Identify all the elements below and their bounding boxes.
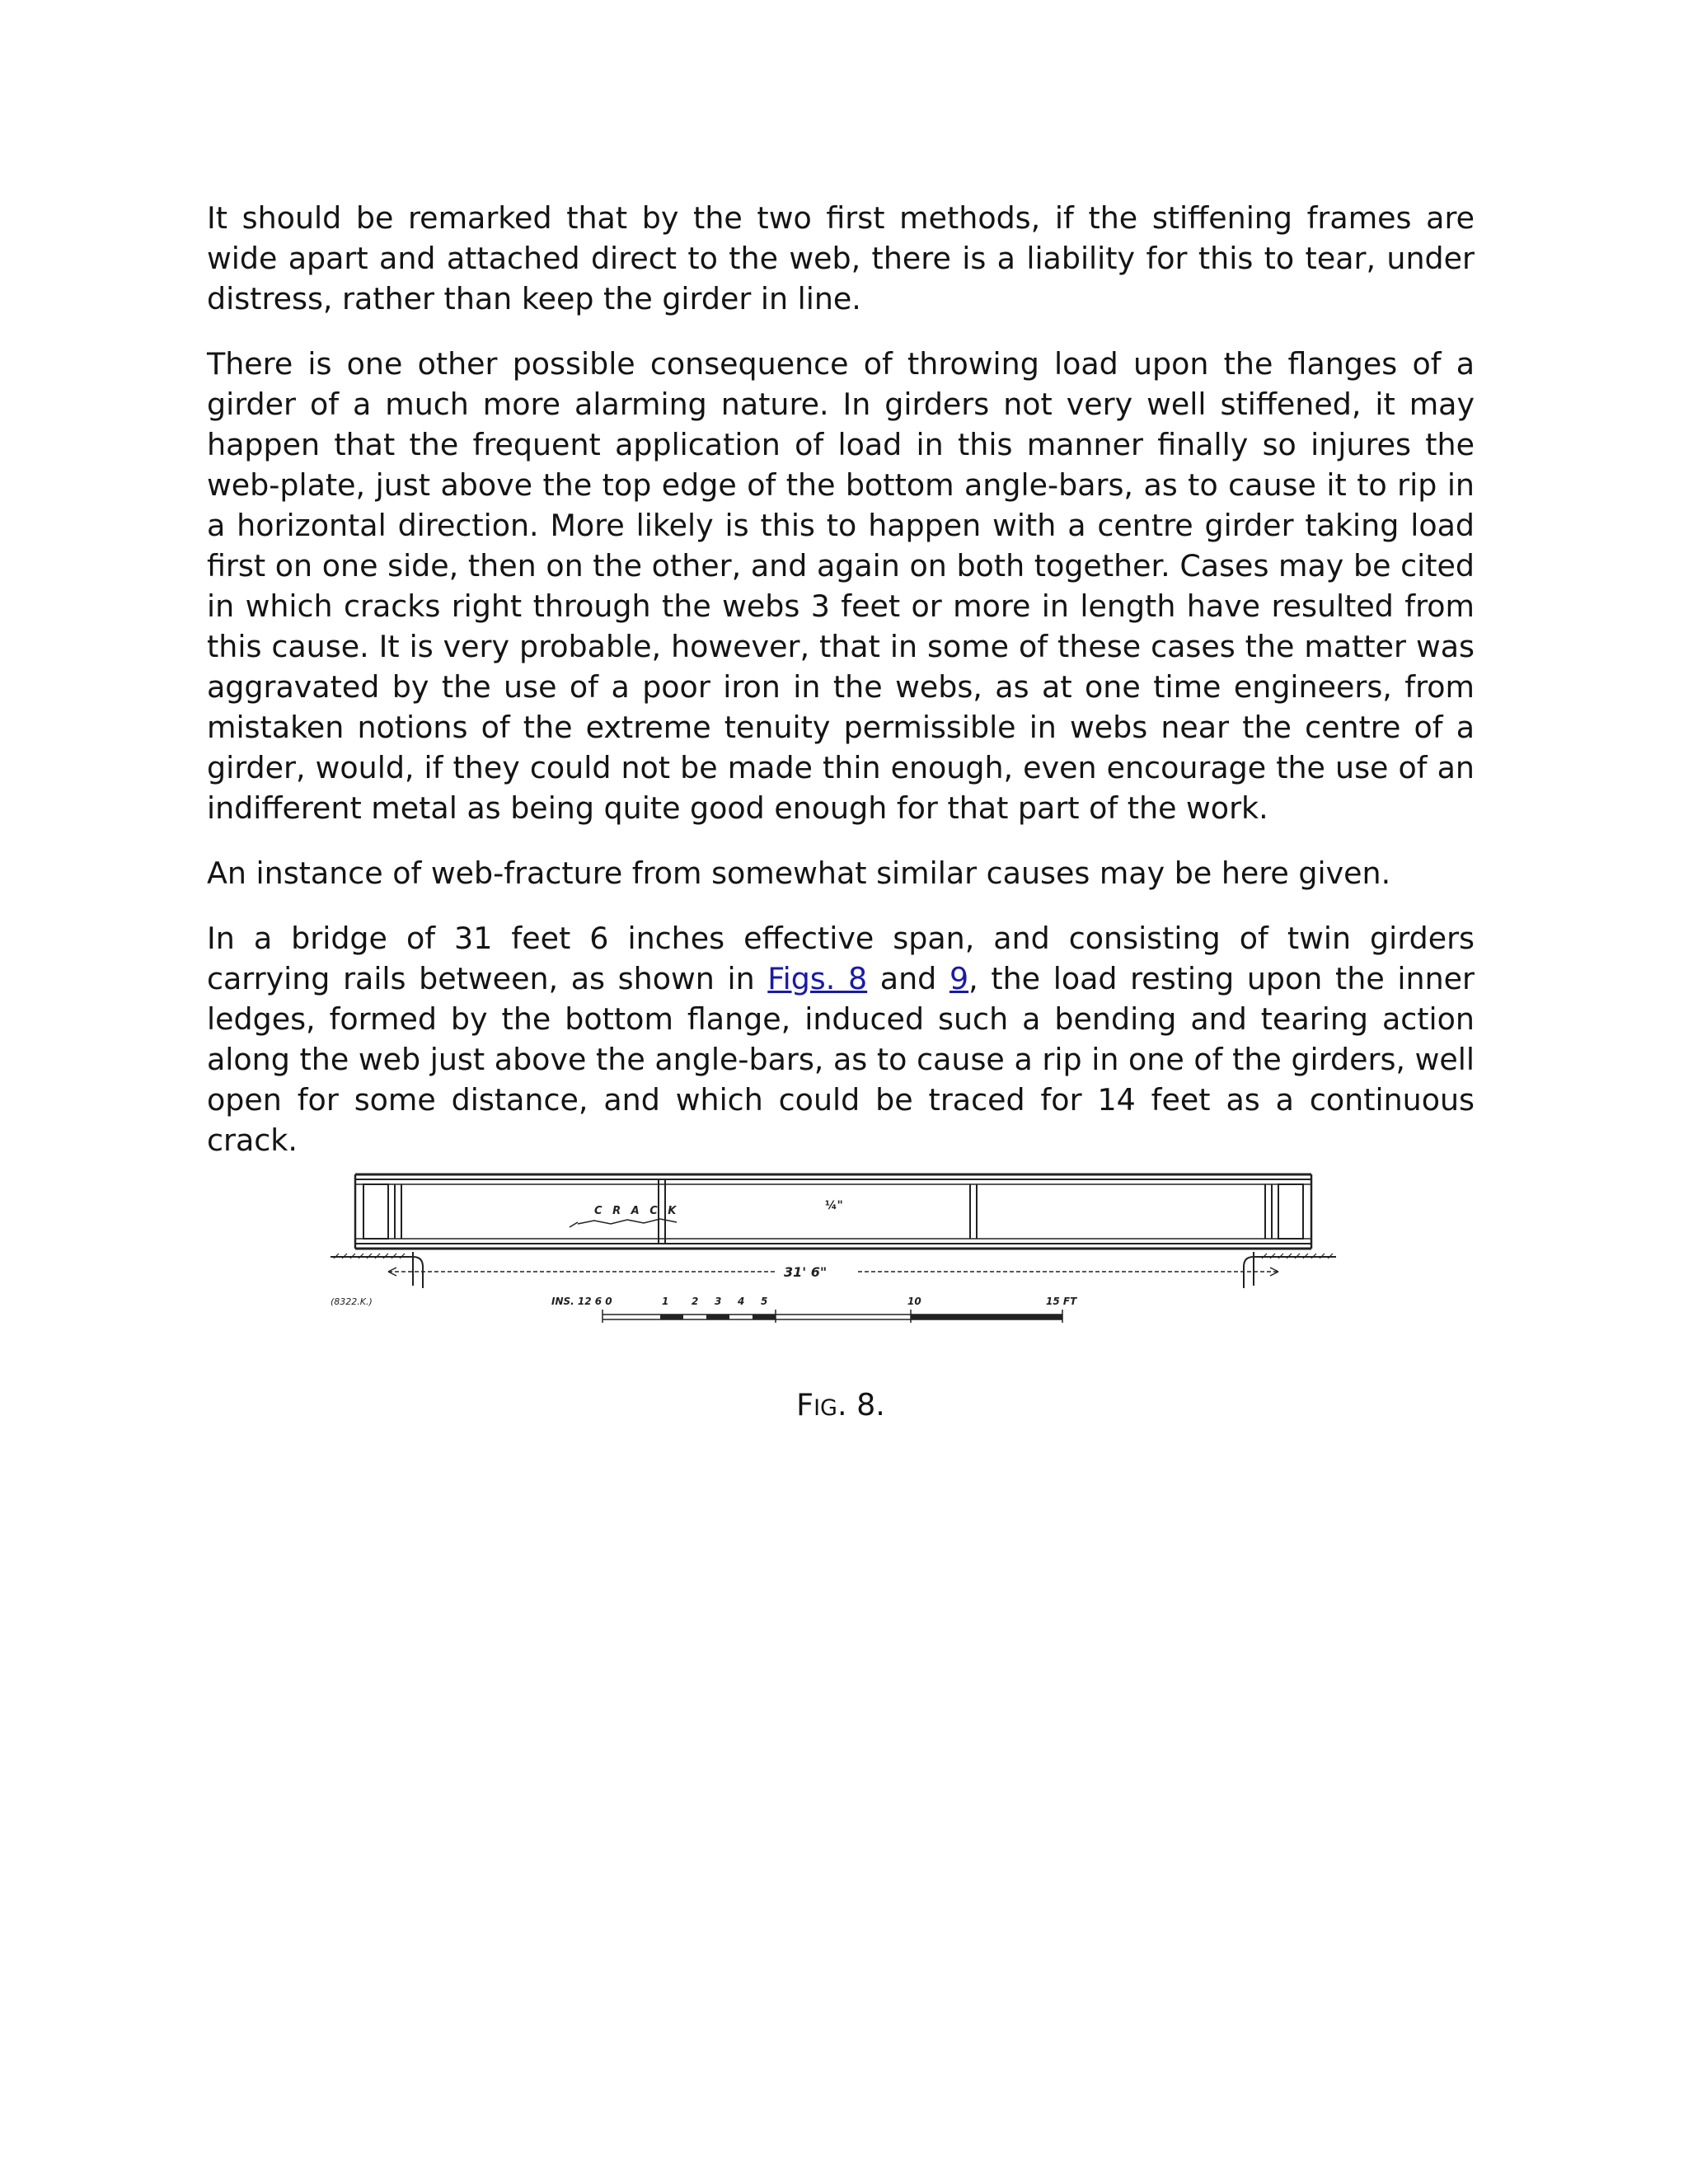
figure-8-girder-drawing [207,1166,1475,1479]
paragraph-web-rip: There is one other possible consequence of throwing load upon the flanges of a girder of a much more alarming nature. In girders not very well stiffened, it may happen that the frequent application of load in this manner finally so injures the web-plate, just above the top edge of the bottom angle-bars, as to cause it to rip in a horizontal direction. More likely is this to happen with a centre girder taking load first on one side, then on the other, and again on both together. Cases may be cited in which cracks right through the webs 3 feet or more in length have resulted from this cause. It is very probable, however, that in some of these cases the matter was aggravated by the use of a poor iron in the webs, as at one time engineers, from mistaken notions of the extreme tenuity permissible in webs near the centre of a girder, would, if they could not be made thin enough, even encourage the use of an indifferent metal as being quite good enough for that part of the work. [207,346,1475,826]
plate-thickness-label: ¼" [825,1199,843,1212]
scale-tick-10: 10 [907,1296,921,1307]
caption-initial: F [796,1387,814,1422]
paragraph-instance: An instance of web-fracture from somewhat similar causes may be here given. [207,855,1391,891]
scale-tick-5: 5 [761,1296,768,1307]
scale-tick-4: 4 [738,1296,745,1307]
paragraph-stiffening-frames: It should be remarked that by the two first methods, if the stiffening frames are wide apart and attached direct to the web, there is a liability for this to tear, under distress, rather than keep the girder in line. [207,200,1475,316]
right-abutment [1244,1252,1336,1288]
crack-label: C R A C K [594,1205,680,1217]
scale-tick-1: 1 [662,1296,669,1307]
crack-marking [570,1219,677,1227]
girder-top-flange [355,1174,1311,1184]
caption-number: . 8. [837,1387,885,1422]
caption-smallcaps: IG [814,1395,837,1421]
figure-8-caption [207,1385,1475,1428]
girder-elevation-illustration [331,1166,1353,1364]
girder-bottom-flange [355,1239,1311,1249]
link-figs-8[interactable]: Figs. 8 [767,961,868,996]
bridge-text-start: In a bridge of 31 feet 6 inches effective span, and consisting of twin girders carrying rails between, as shown in [207,921,1475,996]
engraver-mark: (8322.K.) [331,1296,373,1307]
span-dimension-line [388,1268,1278,1276]
bridge-text-and: and [867,961,950,996]
scale-tick-3: 3 [715,1296,722,1307]
scale-tick-2: 2 [692,1296,699,1307]
link-fig-9[interactable]: 9 [949,961,969,996]
paragraph-bridge-example [207,918,1475,1160]
scale-units-label: INS. 12 6 0 [551,1296,612,1307]
left-abutment [331,1252,423,1288]
bridge-text-end: , the load resting upon the inner ledges, formed by the bottom flange, induced such a bending and tearing action along the web just above the angle-bars, as to cause a rip in one of the girders, well open for some distance, and which could be traced for 14 feet as a continuous crack. [207,961,1475,1158]
scale-bar [551,1296,1077,1323]
document-page [207,198,1475,1422]
scale-tick-15ft: 15 FT [1046,1296,1077,1307]
span-label: 31' 6" [784,1264,828,1280]
